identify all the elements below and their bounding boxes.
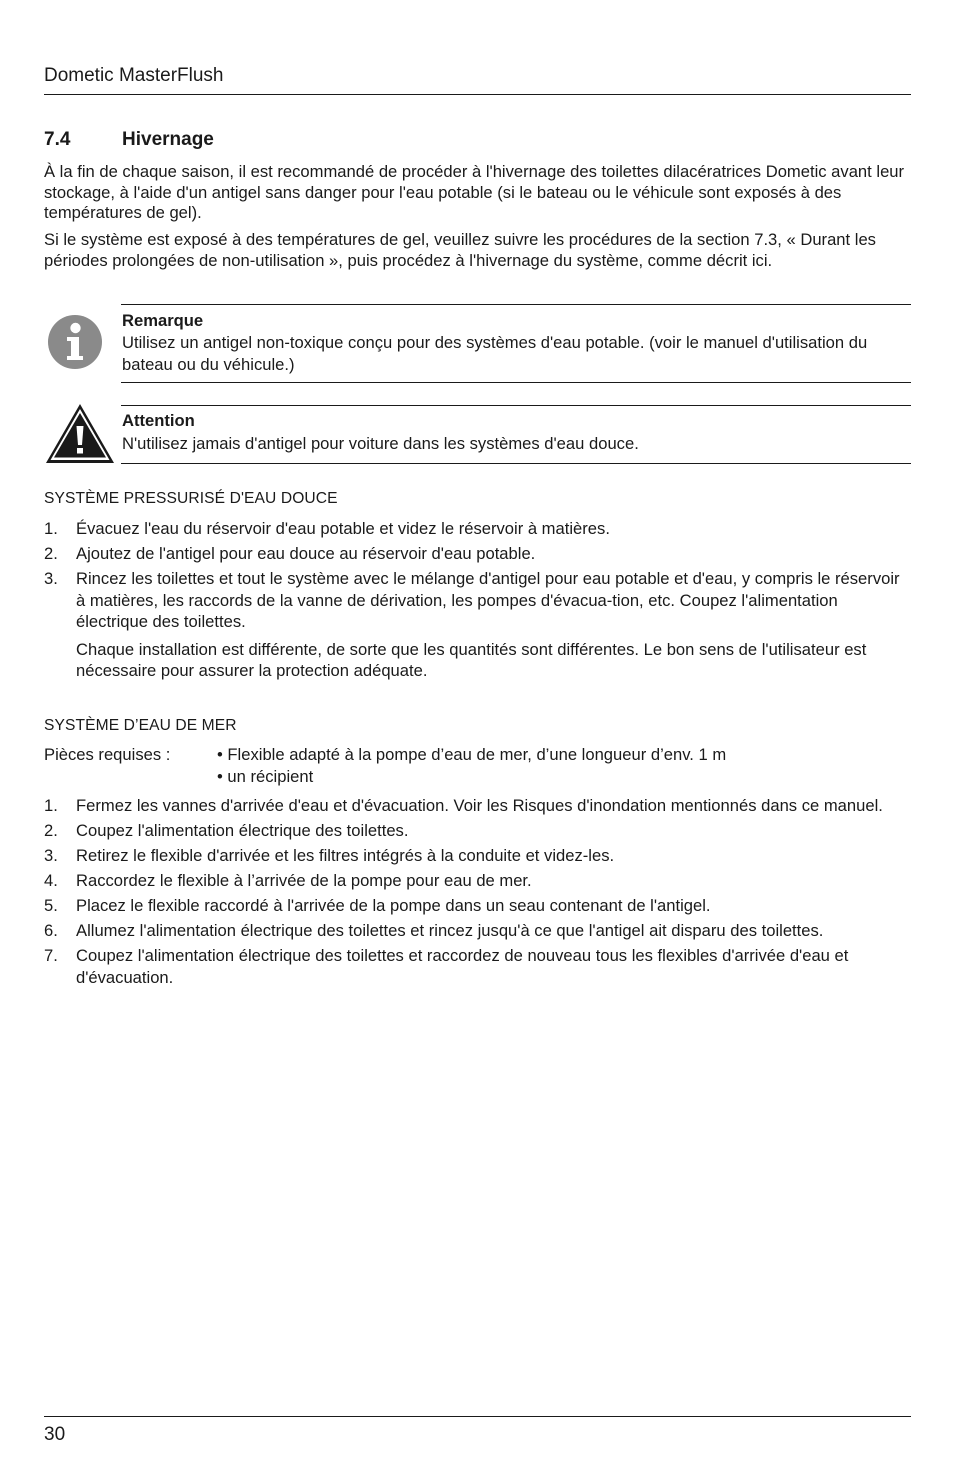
warning-top-rule [121, 405, 911, 406]
warning-bottom-rule [121, 463, 911, 464]
list-item: 5. Placez le flexible raccordé à l'arrivée de la pompe dans un seau contenant de l'antigel. [44, 896, 711, 915]
warning-title: Attention [122, 411, 195, 430]
document-page [44, 0, 911, 1475]
list-item: 1. Fermez les vannes d'arrivée d'eau et d'évacuation. Voir les Risques d'inondation mentionnés dans ce manuel. [44, 796, 883, 815]
note-title: Remarque [122, 311, 204, 330]
warning-box [44, 405, 911, 467]
section-title: Hivernage [122, 129, 214, 150]
list-item: 3. Retirez le flexible d'arrivée et les filtres intégrés à la conduite et videz-les. [44, 846, 615, 865]
intro-paragraph-1: À la fin de chaque saison, il est recommandé de procéder à l'hivernage des toilettes dilacératrices Dometic avant leur stockage, à l'aide d'un antigel sans danger pour l'eau potable (si le bateau ou le véhicule sont exposés à des températures de gel). [44, 162, 905, 222]
freshwater-steps [44, 518, 911, 685]
freshwater-note: Chaque installation est différente, de sorte que les quantités sont différentes. Le bon sens de l'utilisateur est nécessaire pour assurer la protection adéquate. [76, 639, 867, 680]
page-number: 30 [44, 1424, 66, 1445]
list-item: 4. Raccordez le flexible à l’arrivée de la pompe pour eau de mer. [44, 871, 532, 890]
list-item: 2. Ajoutez de l'antigel pour eau douce au réservoir d'eau potable. [44, 544, 536, 563]
footer-divider [44, 1416, 911, 1417]
list-item: 2. Coupez l'alimentation électrique des toilettes. [44, 821, 409, 840]
section-number: 7.4 [44, 129, 71, 150]
seawater-heading: SYSTÈME D’EAU DE MER [44, 717, 237, 734]
note-bottom-rule [121, 382, 911, 383]
info-icon [44, 311, 106, 378]
warning-triangle-icon [44, 402, 116, 471]
freshwater-heading: SYSTÈME PRESSURISÉ D'EAU DOUCE [44, 490, 338, 507]
list-item: 7. Coupez l'alimentation électrique des toilettes et raccordez de nouveau tous les flexibles d'arrivée d'eau et d'évacuation. [44, 946, 849, 987]
running-header: Dometic MasterFlush [44, 65, 224, 86]
list-item: 1. Évacuez l'eau du réservoir d'eau potable et videz le réservoir à matières. [44, 519, 610, 538]
seawater-steps [44, 795, 911, 992]
list-item: • Flexible adapté à la pompe d’eau de mer, d’une longueur d’env. 1 m [217, 745, 727, 764]
intro-paragraph-2: Si le système est exposé à des températures de gel, veuillez suivre les procédures de la section 7.3, « Durant les périodes prolongées de non-utilisation », puis procédez à l'hivernage du système, comme décrit ici. [44, 230, 876, 270]
warning-text: N'utilisez jamais d'antigel pour voiture dans les systèmes d'eau douce. [122, 434, 639, 453]
list-item: 3. Rincez les toilettes et tout le système avec le mélange d'antigel pour eau potable et d'eau, y compris le réservoir à matières, les raccords de la vanne de dérivation, les pompes d'évacua-tion, etc. Coupez l'alimentation électrique des toilettes. [44, 569, 900, 631]
note-top-rule [121, 304, 911, 305]
parts-list [217, 744, 726, 787]
note-text: Utilisez un antigel non-toxique conçu pour des systèmes d'eau potable. (voir le manuel d'utilisation du bateau ou du véhicule.) [122, 333, 868, 374]
parts-label: Pièces requises : [44, 745, 171, 764]
header-divider [44, 94, 911, 95]
note-box [44, 304, 911, 384]
list-item: 6. Allumez l'alimentation électrique des toilettes et rincez jusqu'à ce que l'antigel ait disparu des toilettes. [44, 921, 824, 940]
list-item: • un récipient [217, 766, 314, 786]
section-heading [44, 129, 214, 151]
